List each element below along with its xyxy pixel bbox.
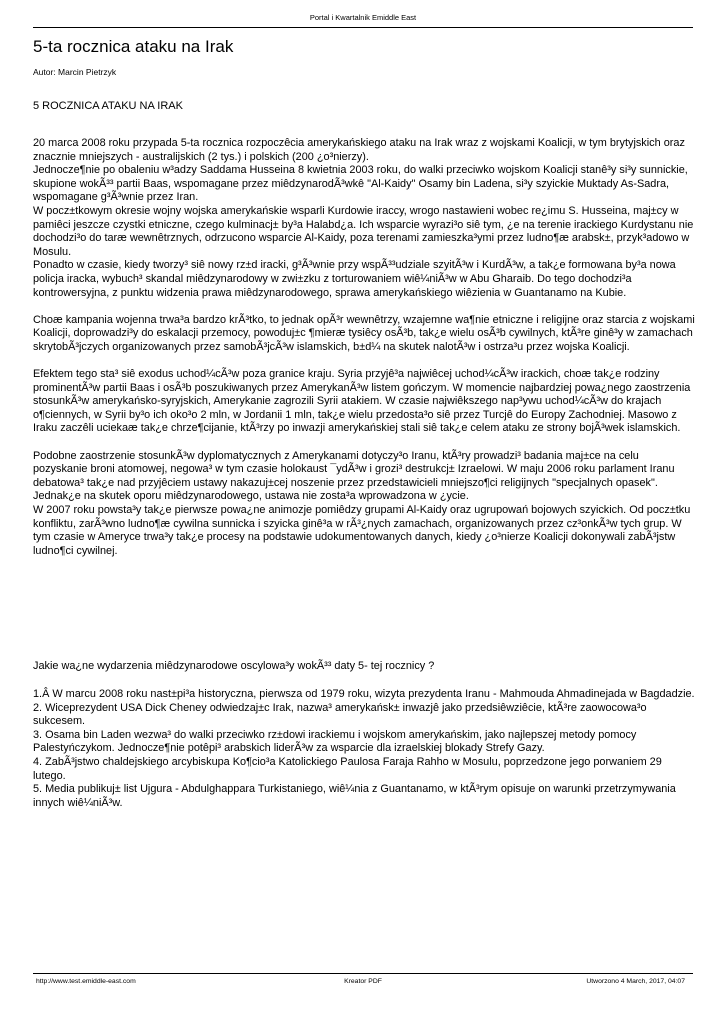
footer-created: Utworzono 4 March, 2017, 04:07 bbox=[586, 978, 685, 985]
paragraph: 20 marca 2008 roku przypada 5-ta rocznica rozpoczêcia amerykańskiego ataku na Irak wraz z wojskami Koalicji, w tym brytyjskich oraz znacznie mniejszych - australijskich (2 tys.) i polskich (200 ¿o³nierzy). bbox=[33, 137, 685, 163]
page-header bbox=[33, 12, 693, 28]
article-body bbox=[33, 137, 695, 558]
footer-url: http://www.test.emiddle-east.com bbox=[36, 978, 136, 985]
paragraph: Choæ kampania wojenna trwa³a bardzo krÃ³tko, to jednak opÃ³r wewnêtrzy, wzajemne wa¶nie etniczne i religijne oraz starcia z wojskami Koalicji, doprowadzi³y do eskalacji przemocy, powoduj±c ¶mieræ tysiêcy osÃ³b, tak¿e wielu osÃ³b cywilnych, ktÃ³re ginê³y w zamachach skrytobÃ³jczych organizowanych przez samobÃ³jcÃ³w islamskich, b±d¼ na skutek nalotÃ³w i ostrza³u przez wojska Koalicji. bbox=[33, 313, 695, 353]
article-author: Autor: Marcin Pietrzyk bbox=[33, 67, 117, 77]
paragraph: Ponadto w czasie, kiedy tworzy³ siê nowy rz±d iracki, g³Ã³wnie przy wspÃ³³udziale szyitÃ³w i KurdÃ³w, a tak¿e formowana by³a nowa policja iracka, wybuch³ skandal miêdzynarodowy w zwi±zku z torturowaniem wiê¼niÃ³w w Abu Gharaib. Do tego dochodzi³a kontrowersyjna, z punktu widzenia prawa miêdzynarodowego, sprawa amerykańskiego wiêzienia w Guantanamo na Kubie. bbox=[33, 259, 676, 299]
footer-generator: Kreator PDF bbox=[344, 978, 382, 985]
events-list bbox=[33, 688, 695, 810]
paragraph: Jednocze¶nie po obaleniu w³adzy Saddama Husseina 8 kwietnia 2003 roku, do walki przeciwko wojskom Koalicji stanê³y si³y sunnickie, skupione wokÃ³³ partii Baas, wspomagane przez miêdzynarodÃ³wkê "Al-Kaidy" Osamy bin Ladena, si³y szyickie Muktady As-Sadra, wspomagane g³Ã³wnie przez Iran. bbox=[33, 164, 688, 204]
article-title: 5-ta rocznica ataku na Irak bbox=[33, 37, 234, 56]
list-item: 5. Media publikuj± list Ujgura - Abdulghappara Turkistaniego, wiê¼nia z Guantanamo, w ktÃ³rym opisuje on warunki przetrzymywania innych wiê¼niÃ³w. bbox=[33, 783, 676, 809]
paragraph: Podobne zaostrzenie stosunkÃ³w dyplomatycznych z Amerykanami dotyczy³o Iranu, ktÃ³ry prowadzi³ badania maj±ce na celu pozyskanie broni atomowej, negowa³ w tym czasie holokaust ¯ydÃ³w i grozi³ destrukcj± Izraelowi. W maju 2006 roku parlament Iranu debatowa³ tak¿e nad przyjêciem ustawy nakazuj±cej noszenie przez przedstawicieli mniejszo¶ci religijnych "specjalnych opasek". Jednak¿e na skutek oporu miêdzynarodowego, ustawa nie zosta³a wprowadzona w ¿ycie. bbox=[33, 449, 675, 503]
page-footer bbox=[33, 973, 693, 988]
list-item: 4. ZabÃ³jstwo chaldejskiego arcybiskupa Ko¶cio³a Katolickiego Paulosa Faraja Rahho w Mosulu, poprzedzone jego porwaniem 29 lutego. bbox=[33, 755, 662, 782]
paragraph: Efektem tego sta³ siê exodus uchod¼cÃ³w poza granice kraju. Syria przyjê³a najwiêcej uchod¼cÃ³w irackich, choæ tak¿e rodziny prominentÃ³w partii Baas i osÃ³b poszukiwanych przez AmerykanÃ³w listem gończym. W momencie najbardziej powa¿nego zaostrzenia stosunkÃ³w amerykańsko-syryjskich, Amerykanie zagrozili Syrii atakiem. W czasie najwiêkszego nap³ywu uchod¼cÃ³w do krajach o¶ciennych, w Syrii by³o ich oko³o 2 mln, w Jordanii 1 mln, tak¿e wielu przedosta³o siê przez Turcjê do Europy Zachodniej. Masowo z Iraku zaczêli uciekaæ tak¿e chrze¶cijanie, ktÃ³rzy po inwazji amerykańskiej stali siê tak¿e celem ataku ze strony bojÃ³wek islamskich. bbox=[33, 368, 691, 435]
paragraph: W pocz±tkowym okresie wojny wojska amerykańskie wsparli Kurdowie iraccy, wrogo nastawieni wobec re¿imu S. Husseina, maj±cy w pamiêci jeszcze czystki etniczne, czego kulminacj± by³a Halabd¿a. Ich wsparcie wyrazi³o siê tym, ¿e na terenie irackiego Kurdystanu nie dochodzi³o do taræ wewnêtrznych, odrzucono wsparcie Al-Kaidy, poza terenami zamieszka³ymi przez ludno¶æ arabsk±, przyk³adowo w Mosulu. bbox=[33, 204, 694, 258]
events-question: Jakie wa¿ne wydarzenia miêdzynarodowe oscylowa³y wokÃ³³ daty 5- tej rocznicy ? bbox=[33, 660, 435, 672]
list-item: 2. Wiceprezydent USA Dick Cheney odwiedzaj±c Irak, nazwa³ amerykańsk± inwazjê jako przedsiêwziêcie, ktÃ³re zaowocowa³o sukcesem. bbox=[33, 701, 647, 728]
list-item: 3. Osama bin Laden wezwa³ do walki przeciwko rz±dowi irackiemu i wojskom amerykańskim, jako najlepszej metody pomocy Palestyńczykom. Jednocze¶nie potêpi³ arabskich liderÃ³w za wsparcie dla izraelskiej blokady Strefy Gazy. bbox=[33, 728, 637, 755]
paragraph: W 2007 roku powsta³y tak¿e pierwsze powa¿ne animozje pomiêdzy grupami Al-Kaidy oraz ugrupowań bojowych szyickich. Od pocz±tku konfliktu, zarÃ³wno ludno¶æ cywilna sunnicka i szyicka ginê³a w rÃ³¿nych zamachach, organizowanych przez cz³onkÃ³w tych grup. W tym czasie w Ameryce trwa³y tak¿e procesy na podstawie udokumentowanych danych, kiedy ¿o³nierze Koalicji dokonywali zabÃ³jstw ludno¶ci cywilnej. bbox=[33, 504, 691, 557]
header-text: Portal i Kwartalnik Emiddle East bbox=[309, 13, 417, 22]
list-item: 1.Â W marcu 2008 roku nast±pi³a historyczna, pierwsza od 1979 roku, wizyta prezydenta Iranu - Mahmouda Ahmadinejada w Bagdadzie. bbox=[33, 688, 695, 700]
article-subtitle: 5 ROCZNICA ATAKU NA IRAK bbox=[33, 100, 183, 112]
